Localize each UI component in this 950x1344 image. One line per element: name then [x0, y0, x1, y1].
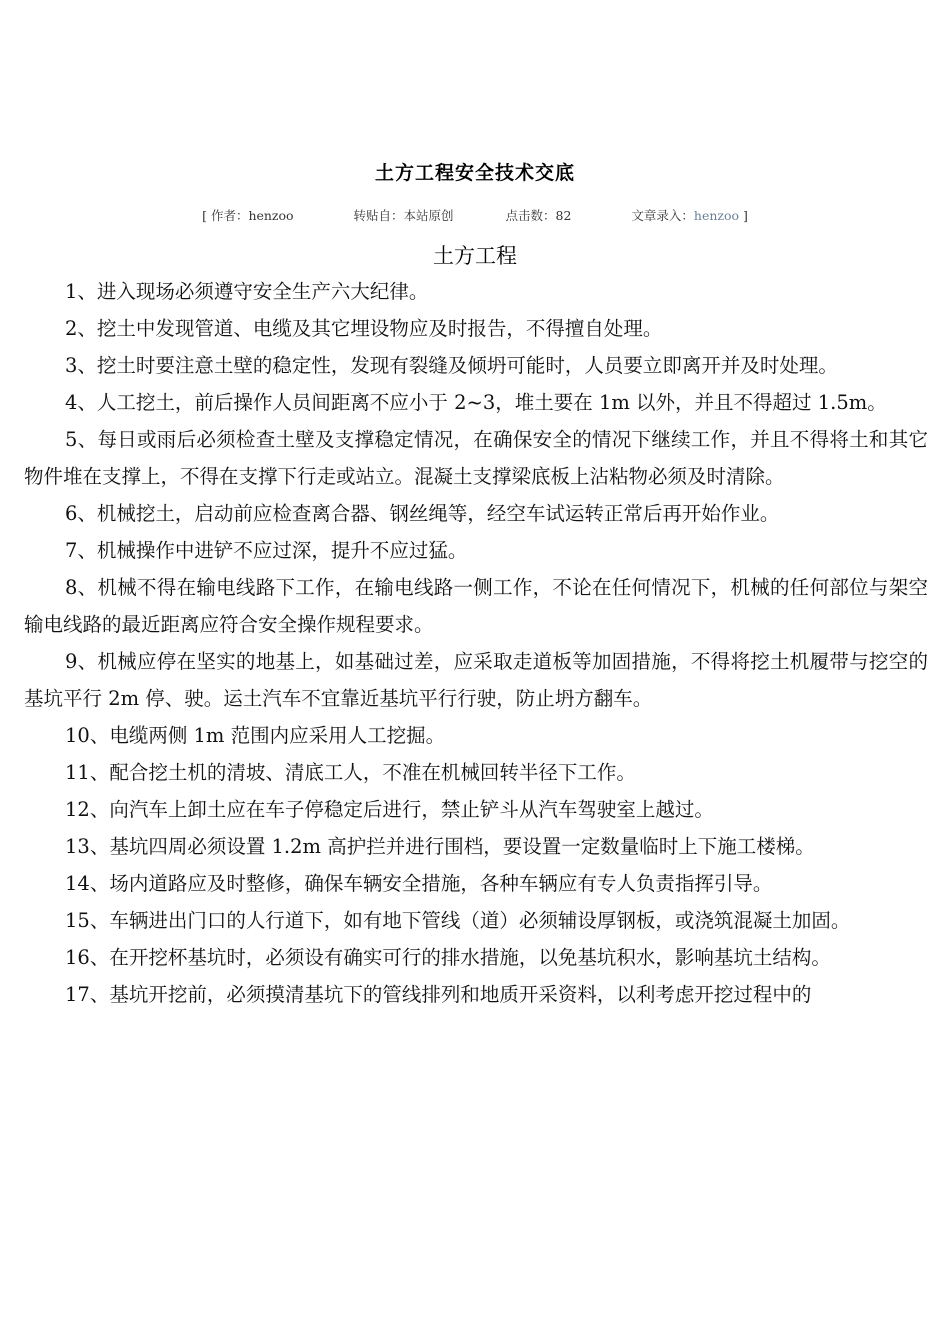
rule-item: 9、机械应停在坚实的地基上，如基础过差，应采取走道板等加固措施，不得将挖土机履带与挖空的基坑平行 2m 停、驶。运土汽车不宜靠近基坑平行行驶，防止坍方翻车。 [24, 650, 928, 710]
rule-item: 8、机械不得在输电线路下工作，在输电线路一侧工作，不论在任何情况下，机械的任何部位与架空输电线路的最近距离应符合安全操作规程要求。 [24, 576, 928, 636]
meta-recorder-label: 文章录入： [631, 208, 694, 223]
rule-item: 4、人工挖土，前后操作人员间距离不应小于 2~3，堆土要在 1m 以外，并且不得超过 1.5m。 [65, 391, 887, 414]
document-title: 土方工程安全技术交底 [374, 162, 575, 184]
rule-item: 2、挖土中发现管道、电缆及其它埋设物应及时报告，不得擅自处理。 [65, 317, 663, 340]
rule-item: 16、在开挖杯基坑时，必须设有确实可行的排水措施，以免基坑积水，影响基坑土结构。 [65, 946, 831, 969]
rule-item: 5、每日或雨后必须检查土壁及支撑稳定情况，在确保安全的情况下继续工作，并且不得将土和其它物件堆在支撑上，不得在支撑下行走或站立。混凝土支撑梁底板上沾粘物必须及时清除。 [24, 428, 928, 488]
rule-item: 7、机械操作中进铲不应过深，提升不应过猛。 [65, 539, 468, 562]
article-meta [0, 206, 950, 224]
rule-item: 3、挖土时要注意土壁的稳定性，发现有裂缝及倾坍可能时，人员要立即离开并及时处理。 [65, 354, 838, 377]
meta-close-bracket: ] [743, 208, 748, 223]
safety-rules-list [24, 273, 928, 1013]
rule-item: 13、基坑四周必须设置 1.2m 高护拦并进行围档，要设置一定数量临时上下施工楼梯。 [65, 835, 815, 858]
meta-open-bracket: [ [202, 208, 207, 223]
meta-recorder-name[interactable]: henzoo [693, 208, 740, 223]
rule-item: 12、向汽车上卸土应在车子停稳定后进行，禁止铲斗从汽车驾驶室上越过。 [65, 798, 714, 821]
meta-author: 作者：henzoo [210, 208, 294, 223]
rule-item: 11、配合挖土机的清坡、清底工人，不准在机械回转半径下工作。 [65, 761, 636, 784]
meta-clicks: 点击数：82 [505, 208, 572, 223]
rule-item: 17、基坑开挖前，必须摸清基坑下的管线排列和地质开采资料，以利考虑开挖过程中的 [65, 983, 812, 1006]
rule-item: 14、场内道路应及时整修，确保车辆安全措施，各种车辆应有专人负责指挥引导。 [65, 872, 773, 895]
section-subtitle: 土方工程 [433, 244, 517, 268]
rule-item: 6、机械挖土，启动前应检查离合器、钢丝绳等，经空车试运转正常后再开始作业。 [65, 502, 780, 525]
rule-item: 10、电缆两侧 1m 范围内应采用人工挖掘。 [65, 724, 446, 747]
rule-item: 15、车辆进出门口的人行道下，如有地下管线（道）必须辅设厚钢板，或浇筑混凝土加固。 [65, 909, 851, 932]
meta-source: 转贴自：本站原创 [353, 208, 454, 223]
rule-item: 1、进入现场必须遵守安全生产六大纪律。 [65, 280, 429, 303]
